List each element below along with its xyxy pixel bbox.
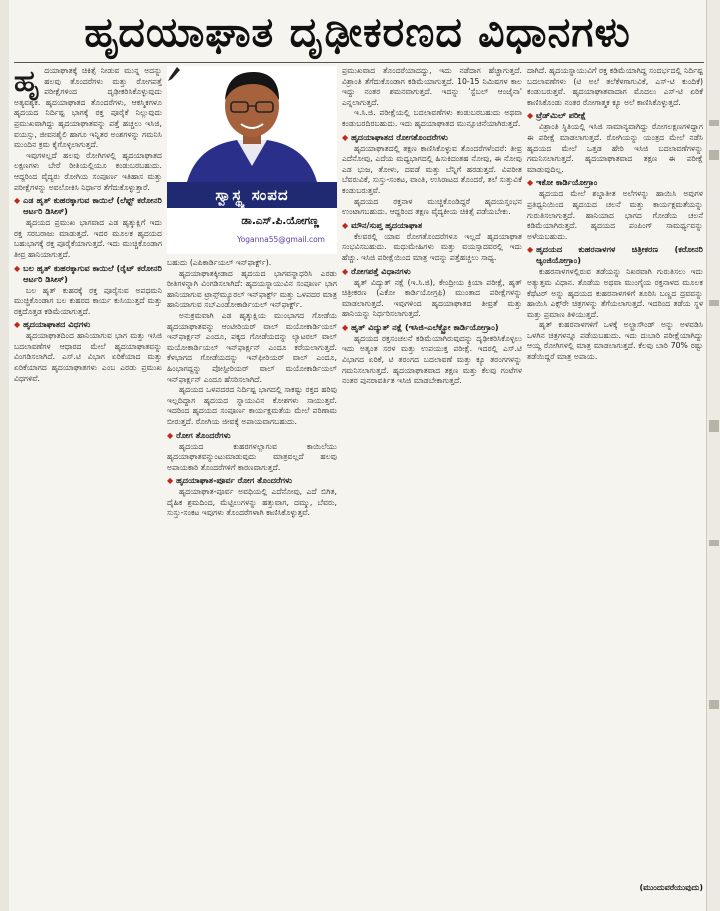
- bullet-icon: ◆: [342, 132, 349, 142]
- column-3: [342, 66, 522, 888]
- bullet-icon: ◆: [342, 266, 349, 276]
- subheading: ◆ ಹೃದಯಾಘಾತದ ವಿಧಗಳು: [14, 319, 91, 330]
- subheading: ◆ ಟ್ರೆಡ್‌ಮಿಲ್ ಪರೀಕ್ಷೆ: [527, 110, 586, 121]
- intro-paragraph: ಹೃದಯಾಘಾತಕ್ಕೆ ಚಿಕಿತ್ಸೆ ನೀಡುವ ಮುನ್ನ ಅದನ್ನು ಹಲವು ತೊಂದರೆಗಳು ಮತ್ತು ರೋಗಪತ್ತೆ ಪರೀಕ್ಷೆಗಳಿಂದ ದೃಢೀಕರಿಸಿಕೊಳ್ಳುವುದು ಅತ್ಯವಶ್ಯಕ. ಹೃದಯಾಘಾತದ ತೊಂದರೆಗಳು, ಆಕಸ್ಮಿಕಗಳೂ ಹೃದಯದ ನಿರ್ದಿಷ್ಟ ಭಾಗಕ್ಕೆ ರಕ್ತ ಪೂರೈಕೆ ನಿಲ್ಲುವುದು ಪ್ರಮುಖವಾಗಿದ್ದು ಹೃದಯಾಘಾತವನ್ನು ಪತ್ತೆ ಹಚ್ಚಲು ಇಸಿಜಿ, ವಯಸ್ಸು, ಜೀವನಶೈಲಿ ಹಾಗೂ ಇನ್ನಿತರ ಅಂಶಗಳನ್ನು ಗಮನಿಸಿ ಮುಂದಿನ ಕ್ರಮ ಕೈಗೊಳ್ಳಲಾಗುತ್ತದೆ.: [14, 66, 162, 150]
- paragraph: ಹೃದಯಾಘಾತಕ್ಕೀಡಾದ ಹೃದಯದ ಭಾಗವನ್ನಾಧರಿಸಿ ಎರಡು ರೀತಿಗಳನ್ನಾಗಿ ವಿಂಗಡಿಸಲಾಗಿದೆ: ಹೃದಯಸ್ನಾಯುವಿನ ಸಂಪೂರ್ಣ ಭಾಗ ಹಾನಿಯಾಗುವ ಟ್ರಾನ್ಸ್‌ಮ್ಯೂರಲ್ ಇನ್‌ಫಾರ್ಕ್ಟ್ ಮತ್ತು ಒಳಪದರ ಮಾತ್ರ ಹಾನಿಯಾಗುವ ಸಬ್‌ಎಂಡೋಕಾರ್ಡಿಯಲ್ ಇನ್‌ಫಾರ್ಕ್ಟ್.: [167, 268, 337, 310]
- bullet-icon: ◆: [342, 322, 349, 332]
- subheading: ◆ ಮೌನ/ಸುಪ್ತ ಹೃದಯಾಘಾತ: [342, 219, 423, 230]
- bullet-icon: ◆: [342, 220, 349, 230]
- bullet-icon: ◆: [527, 111, 534, 121]
- headline-rule: [14, 62, 704, 63]
- continued-label: (ಮುಂದುವರೆಯುವುದು): [639, 883, 703, 892]
- bullet-icon: ◆: [14, 320, 21, 330]
- paragraph: ಹೃದಯಾಘಾತ-ಪೂರ್ವ ಅವಧಿಯಲ್ಲಿ ಎದೆನೋವು, ಎದೆ ಬಿಗಿತ, ದೈಹಿಕ ಶ್ರಮದಿಂದ, ಮೆಟ್ಟಿಲುಗಳನ್ನು ಹತ್ತುವಾಗ, ದಮ್ಮು, ಬೆವರು, ಸುಸ್ತು-ಸಂಕಟ ಇವುಗಳು ತೊಂದರೆಗಳಾಗಿ ಕಾಣಿಸಿಕೊಳ್ಳುತ್ತವೆ.: [167, 487, 337, 518]
- subheading: ◆ ಹೃತ್ ವಿದ್ಯುತ್ ನಕ್ಷೆ (ಇಸಿಜಿ-ಎಲೆಕ್ಟ್ರೋ ಕಾರ್ಡಿಯೋಗ್ರಾಂ): [342, 321, 499, 332]
- paragraph: ಹೃದಯದ ರಕ್ತನಾಳ ಮುಚ್ಚಿಕೊಂಡಿದ್ದರೆ ಹೃದಯಸ್ತಂಭನ ಉಂಟಾಗಬಹುದು. ಆದ್ದರಿಂದ ತಕ್ಷಣ ವೈದ್ಯಕೀಯ ಚಿಕಿತ್ಸೆ ಪಡೆಯಬೇಕು.: [342, 196, 522, 217]
- bullet-icon: ◆: [14, 263, 21, 273]
- paragraph: ಅನುಕ್ರಮವಾಗಿ ಎಡ ಹೃತ್ಕುಕ್ಷಿಯ ಮುಂಭಾಗದ ಗೋಡೆಯ ಹೃದಯಾಘಾತವನ್ನು ಆಂಟೀರಿಯರ್ ವಾಲ್ ಮಯೋಕಾರ್ಡಿಯಲ್ ಇನ್‌ಫಾರ್ಕ್ಷನ್ ಎಂದೂ, ಪಕ್ಕದ ಗೋಡೆಯದನ್ನು ಲ್ಯಾಟರಲ್ ವಾಲ್ ಮಯೋಕಾರ್ಡಿಯಲ್ ಇನ್‌ಫಾರ್ಕ್ಷನ್ ಎಂದೂ ಕರೆಯಲಾಗುತ್ತದೆ. ಕೆಳಭಾಗದ ಗೋಡೆಯದನ್ನು ಇನ್‌ಫೀರಿಯರ್ ವಾಲ್ ಎಂದೂ, ಹಿಂಭಾಗದ್ದನ್ನು ಪೋಸ್ಟೀರಿಯರ್ ವಾಲ್ ಮಯೋಕಾರ್ಡಿಯಲ್ ಇನ್‌ಫಾರ್ಕ್ಷನ್ ಎಂದೂ ಹೆಸರಿಸಲಾಗಿದೆ.: [167, 310, 337, 384]
- bullet-icon: ◆: [527, 178, 534, 188]
- bullet-icon: ◆: [167, 476, 174, 486]
- paragraph: ದಾಗಿದೆ. ಹೃದಯಸ್ನಾಯುವಿಗೆ ರಕ್ತ ಕಡಿಮೆಯಾಗಿದ್ದ ಸಂದರ್ಭದಲ್ಲಿ ನಿರ್ದಿಷ್ಟ ಬದಲಾವಣೆಗಳು (ಟಿ ಅಲೆ ತಲೆಕೆಳಗಾಗುವಿಕೆ, ಎಸ್-ಟಿ ಕುಂದಿಕೆ) ಕಂಡುಬರುತ್ತವೆ. ಹೃದಯಾಘಾತವಾದಾಗ ಮೊದಲು ಎಸ್-ಟಿ ಏರಿಕೆ ಕಾಣಿಸಿಕೊಂಡು ನಂತರ ರೋಗಾತ್ಮಕ ಕ್ಯೂ ಅಲೆ ಕಾಣಿಸಿಕೊಳ್ಳುತ್ತದೆ.: [527, 66, 703, 107]
- paragraph: ಹೃದಯದ ಮೇಲೆ ಶಬ್ದಾತೀತ ಅಲೆಗಳನ್ನು ಹಾಯಿಸಿ ಅವುಗಳ ಪ್ರತಿಧ್ವನಿಯಿಂದ ಹೃದಯದ ಚಲನೆ ಮತ್ತು ಕಾರ್ಯಕ್ಷಮತೆಯನ್ನು ಗುರುತಿಸಲಾಗುತ್ತದೆ. ಹಾನಿಯಾದ ಭಾಗದ ಗೋಡೆಯ ಚಲನೆ ಕಡಿಮೆಯಾಗಿರುತ್ತದೆ. ಹೃದಯದ ಪಂಪಿಂಗ್ ಸಾಮರ್ಥ್ಯವನ್ನು ಅಳೆಯಬಹುದು.: [527, 189, 703, 241]
- author-email: Yoganna55@gmail.com: [237, 235, 325, 244]
- paragraph: ಹೃದಯದ ಪ್ರಮುಖ ಭಾಗವಾದ ಎಡ ಹೃತ್ಕುಕ್ಷಿಗೆ ಇದು ರಕ್ತ ಸರಬರಾಜು ಮಾಡುತ್ತದೆ. ಇದರ ಮೂಲಕ ಹೃದಯದ ಬಹುಭಾಗಕ್ಕೆ ರಕ್ತ ಪೂರೈಕೆಯಾಗುತ್ತದೆ. ಇದು ಮುಚ್ಚಿಕೊಂಡಾಗ ತೀವ್ರ ಹಾನಿಯಾಗುತ್ತದೆ.: [14, 218, 162, 259]
- bullet-icon: ◆: [527, 245, 534, 255]
- subheading: ◆ ಹೃದಯಾಘಾತ-ಪೂರ್ವ ರೋಗ ತೊಂದರೆಗಳು: [167, 475, 293, 486]
- paragraph: ಇವುಗಳಲ್ಲದೆ ಹಲವು ರೋಗಿಗಳಲ್ಲಿ ಹೃದಯಾಘಾತದ ಲಕ್ಷಣಗಳು ಬೇರೆ ರೀತಿಯಲ್ಲಿಯೂ ಕಂಡುಬರಬಹುದು. ಆದ್ದರಿಂದ ವೈದ್ಯರು ರೋಗಿಯ ಸಂಪೂರ್ಣ ಇತಿಹಾಸ ಮತ್ತು ಪರೀಕ್ಷೆಗಳನ್ನು ಅವಲೋಕಿಸಿ ನಿರ್ಧಾರ ತೆಗೆದುಕೊಳ್ಳುತ್ತಾರೆ.: [14, 150, 162, 192]
- paragraph: ವಿಶ್ರಾಂತಿ ಸ್ಥಿತಿಯಲ್ಲಿ ಇಸಿಜಿ ಸಾಮಾನ್ಯವಾಗಿದ್ದು ರೋಗಲಕ್ಷಣಗಳಿದ್ದಾಗ ಈ ಪರೀಕ್ಷೆ ಮಾಡಲಾಗುತ್ತದೆ. ರೋಗಿಯನ್ನು ಯಂತ್ರದ ಮೇಲೆ ನಡೆಸಿ ಹೃದಯದ ಮೇಲೆ ಒತ್ತಡ ಹೇರಿ ಇಸಿಜಿ ಬದಲಾವಣೆಗಳನ್ನು ಗಮನಿಸಲಾಗುತ್ತದೆ. ಹೃದಯಾಘಾತವಾದ ತಕ್ಷಣ ಈ ಪರೀಕ್ಷೆ ಮಾಡುವುದಿಲ್ಲ.: [527, 122, 703, 174]
- subheading: ◆ ಬಲ ಹೃತ್ ಕುಹರಕ್ಕಾಗುವ ಕಾಯಿಲೆ (ರೈಟ್ ಕರೋನರಿ ಆರ್ಟರಿ ಡಿಸೀಸ್): [14, 262, 162, 284]
- column-title: ಸ್ವಾಸ್ಥ್ಯ ಸಂಪದ: [167, 182, 337, 208]
- paragraph: ಹೃದಯಾಘಾತದಿಂದ ಹಾನಿಯಾಗುವ ಭಾಗ ಮತ್ತು ಇಸಿಜಿ ಬದಲಾವಣೆಗಳ ಆಧಾರದ ಮೇಲೆ ಹೃದಯಾಘಾತವನ್ನು ವಿಂಗಡಿಸಲಾಗಿದೆ. ಎಸ್.ಟಿ ವಿಭಾಗ ಏರಿಕೆಯಾದ ಮತ್ತು ಏರಿಕೆಯಾಗದ ಹೃದಯಾಘಾತಗಳು ಎಂಬ ಎರಡು ಪ್ರಮುಖ ವಿಧಗಳಿವೆ.: [14, 331, 162, 383]
- column-1: [14, 66, 162, 888]
- paragraph: ಹೃದಯದ ರಕ್ತಸಂಚಲನೆ ಕಡಿಮೆಯಾಗಿರುವುದನ್ನು ದೃಢೀಕರಿಸಿಕೊಳ್ಳಲು ಇದು ಅತ್ಯಂತ ಸರಳ ಮತ್ತು ಉಪಯುಕ್ತ ಪರೀಕ್ಷೆ. ಇದರಲ್ಲಿ ಎಸ್.ಟಿ ವಿಭಾಗದ ಏರಿಕೆ, ಟಿ ತರಂಗದ ಬದಲಾವಣೆ ಮತ್ತು ಕ್ಯೂ ತರಂಗಗಳನ್ನು ಗಮನಿಸಲಾಗುತ್ತದೆ. ಹೃದಯಾಘಾತವಾದ ತಕ್ಷಣ ಮತ್ತು ಕೆಲವು ಗಂಟೆಗಳ ನಂತರ ಪುನರಾವರ್ತಿತ ಇಸಿಜಿ ಮಾಡಬೇಕಾಗುತ್ತದೆ.: [342, 333, 522, 386]
- subheading: ◆ ಎಡ ಹೃತ್ ಕುಹರಕ್ಕಾಗುವ ಕಾಯಿಲೆ (ಲೆಫ್ಟ್ ಕರೋನರಿ ಆರ್ಟರಿ ಡಿಸೀಸ್): [14, 195, 162, 217]
- columnist-photo: [167, 66, 337, 182]
- paragraph: ಪ್ರಮುಖವಾದ ತೊಂದರೆಯಾದದ್ದು, ಇದು ನಡೆದಾಗ ಹೆಚ್ಚಾಗುತ್ತದೆ. ವಿಶ್ರಾಂತಿ ತೆಗೆದುಕೊಂಡಾಗ ಕಡಿಮೆಯಾಗುತ್ತದೆ. 10-15 ನಿಮಿಷಗಳ ಕಾಲ ಇದ್ದು ನಂತರ ಶಮನವಾಗುತ್ತದೆ. ಇದನ್ನು 'ಸ್ಟೆಬಲ್ ಆಂಜೈನಾ' ಎನ್ನಲಾಗುತ್ತದೆ.: [342, 66, 522, 107]
- subheading: ◆ ರೋಗ ತೊಂದರೆಗಳು: [167, 429, 231, 440]
- dropcap: ಹೃ: [14, 66, 41, 99]
- bullet-icon: ◆: [167, 430, 174, 440]
- paragraph: ಕುಹರನಾಳಗಳಲ್ಲಿರುವ ತಡೆಯನ್ನು ನಿಖರವಾಗಿ ಗುರುತಿಸಲು ಇದು ಅತ್ಯುತ್ತಮ ವಿಧಾನ. ತೊಡೆಯ ಅಥವಾ ಮುಂಗೈಯ ರಕ್ತನಾಳದ ಮೂಲಕ ಕೆಥೆಟರ್ ಅನ್ನು ಹೃದಯದ ಕುಹರನಾಳಗಳಿಗೆ ತೂರಿಸಿ ಬಣ್ಣದ ದ್ರವವನ್ನು ಹಾಯಿಸಿ ಎಕ್ಸ್‌ರೇ ಚಿತ್ರಗಳನ್ನು ತೆಗೆಯಲಾಗುತ್ತದೆ. ಇದರಿಂದ ತಡೆಯ ಸ್ಥಳ ಮತ್ತು ಪ್ರಮಾಣ ತಿಳಿಯುತ್ತದೆ.: [527, 267, 703, 319]
- paragraph: ಹೃದಯದ ಕುಹರಗಳಲ್ಲಾಗುವ ಕಾಯಿಲೆಯು ಹೃದಯಾಘಾತವನ್ನುಂಟುಮಾಡುವುದು ಮಾತ್ರವಲ್ಲದೆ ಹಲವು ಅಪಾಯಕಾರಿ ತೊಂದರೆಗಳಿಗೆ ಕಾರಣವಾಗುತ್ತದೆ.: [167, 441, 337, 472]
- subheading: ◆ ಇಕೋ ಕಾರ್ಡಿಯೋಗ್ರಾಂ: [527, 177, 598, 188]
- author-name: ಡಾ.ಎಸ್.ಪಿ.ಯೋಗಣ್ಣ: [241, 214, 319, 227]
- paragraph: ಹೃತ್ ವಿದ್ಯುತ್ ನಕ್ಷೆ (ಇ.ಸಿ.ಜಿ), ಕೇಂದ್ರೀಯ ಕ್ರಿಯಾ ಪರೀಕ್ಷೆ, ಹೃತ್ ಚಿತ್ರೀಕರಣ (ಎಕೋ ಕಾರ್ಡಿಯೋಗ್ರಫಿ) ಮುಂತಾದ ಪರೀಕ್ಷೆಗಳನ್ನು ಮಾಡಲಾಗುತ್ತದೆ. ಇವುಗಳಿಂದ ಹೃದಯಾಘಾತದ ತೀವ್ರತೆ ಮತ್ತು ಹಾನಿಯನ್ನು ನಿರ್ಧರಿಸಲಾಗುತ್ತದೆ.: [342, 277, 522, 319]
- subheading: ◆ ಹೃದಯಾಘಾತದ ರೋಗತೊಂದರೆಗಳು: [342, 131, 448, 142]
- bullet-icon: ◆: [14, 196, 21, 206]
- adjacent-article-edge: [706, 0, 720, 911]
- column-4: [527, 66, 703, 881]
- paragraph: ಬಲ ಹೃತ್ ಕುಹರಕ್ಕೆ ರಕ್ತ ಪೂರೈಸುವ ಅಪಧಮನಿ ಮುಚ್ಚಿಕೊಂಡಾಗ ಬಲ ಕುಹರದ ಕಾರ್ಯ ಕುಸಿಯುತ್ತದೆ ಮತ್ತು ರಕ್ತದೊತ್ತಡ ಕಡಿಮೆಯಾಗುತ್ತದೆ.: [14, 285, 162, 316]
- paragraph: ಬಹುದು (ಎಪಿಕಾರ್ಡಿಯಲ್ ಇನ್‌ಫಾರ್ಕ್ಟ್).: [167, 258, 272, 267]
- paragraph: ಕೆಲವರಲ್ಲಿ ಯಾವ ರೋಗತೊಂದರೆಗಳೂ ಇಲ್ಲದೆ ಹೃದಯಾಘಾತ ಸಂಭವಿಸಬಹುದು. ಮಧುಮೇಹಿಗಳು ಮತ್ತು ವಯಸ್ಸಾದವರಲ್ಲಿ ಇದು ಹೆಚ್ಚು. ಇಸಿಜಿ ಪರೀಕ್ಷೆಯಿಂದ ಮಾತ್ರ ಇದನ್ನು ಪತ್ತೆಹಚ್ಚಲು ಸಾಧ್ಯ.: [342, 231, 522, 262]
- pen-icon: [167, 66, 181, 82]
- subheading: ◆ ರೋಗಪತ್ತೆ ವಿಧಾನಗಳು: [342, 265, 411, 276]
- left-margin-strip: [0, 0, 9, 911]
- paragraph: ಹೃದಯಾಘಾತದಲ್ಲಿ ತಕ್ಷಣ ಕಾಣಿಸಿಕೊಳ್ಳುವ ತೊಂದರೆಗಳೆಂದರೆ: ತೀವ್ರ ಎದೆನೋವು, ಎದೆಯ ಮಧ್ಯಭಾಗದಲ್ಲಿ ಹಿಸುಕಿದಂತಹ ನೋವು, ಈ ನೋವು ಎಡ ಭುಜ, ತೋಳು, ದವಡೆ ಮತ್ತು ಬೆನ್ನಿಗೆ ಹರಡುತ್ತದೆ. ವಿಪರೀತ ಬೆವರುವಿಕೆ, ಸುಸ್ತು-ಸಂಕಟ, ವಾಂತಿ, ಉಸಿರಾಟದ ತೊಂದರೆ, ತಲೆ ಸುತ್ತುವಿಕೆ ಕಂಡುಬರುತ್ತವೆ.: [342, 143, 522, 195]
- column-2: [167, 258, 337, 888]
- paragraph: ಹೃತ್ ಕುಹರನಾಳಗಳಿಗೆ ಒಳಕ್ಕೆ ಅಲ್ಟ್ರಾಸೌಂಡ್ ಅನ್ನು ಅಳವಡಿಸಿ ಒಳಗಿನ ಚಿತ್ರಗಳನ್ನೂ ಪಡೆಯಬಹುದು. ಇದು ದುಬಾರಿ ಪರೀಕ್ಷೆಯಾಗಿದ್ದು ಆಯ್ದ ರೋಗಿಗಳಲ್ಲಿ ಮಾತ್ರ ಮಾಡಲಾಗುತ್ತದೆ. ಕೆಲವು ಬಾರಿ 70% ರಷ್ಟು ತಡೆಯಿದ್ದರೆ ಮಾತ್ರ ಅಪಾಯ.: [527, 320, 703, 362]
- paragraph: ಇ.ಸಿ.ಜಿ. ಪರೀಕ್ಷೆಯಲ್ಲಿ ಬದಲಾವಣೆಗಳು ಕಂಡುಬರಬಹುದು ಅಥವಾ ಕಂಡುಬರದಿರಬಹುದು. ಇದು ಹೃದಯಾಘಾತದ ಮುನ್ಸೂಚನೆಯಾಗಿರುತ್ತದೆ.: [342, 108, 522, 128]
- subheading: ◆ ಹೃದಯದ ಕುಹರನಾಳಗಳ ಚಿತ್ರೀಕರಣ (ಕರೋನರಿ ಆ್ಯಂಜಿಯೋಗ್ರಾಂ): [527, 244, 703, 266]
- article-headline: ಹೃದಯಾಘಾತ ದೃಢೀಕರಣದ ವಿಧಾನಗಳು: [84, 7, 631, 56]
- columnist-box: [167, 66, 337, 254]
- paragraph: ಹೃದಯದ ಒಳಪದರದ ನಿರ್ದಿಷ್ಟ ಭಾಗದಲ್ಲಿ ಸಾಕಷ್ಟು ರಕ್ತದ ಹರಿವು ಇಲ್ಲದಿದ್ದಾಗ ಹೃದಯದ ಸ್ನಾಯುವಿನ ಕೋಶಗಳು ಸಾಯುತ್ತವೆ. ಇದರಿಂದ ಹೃದಯದ ಸಂಪೂರ್ಣ ಕಾರ್ಯಕ್ಷಮತೆಯ ಮೇಲೆ ಪರಿಣಾಮ ಬೀರುತ್ತದೆ. ರೋಗಿಯ ಜೀವಕ್ಕೆ ಅಪಾಯವಾಗಬಹುದು.: [167, 385, 337, 426]
